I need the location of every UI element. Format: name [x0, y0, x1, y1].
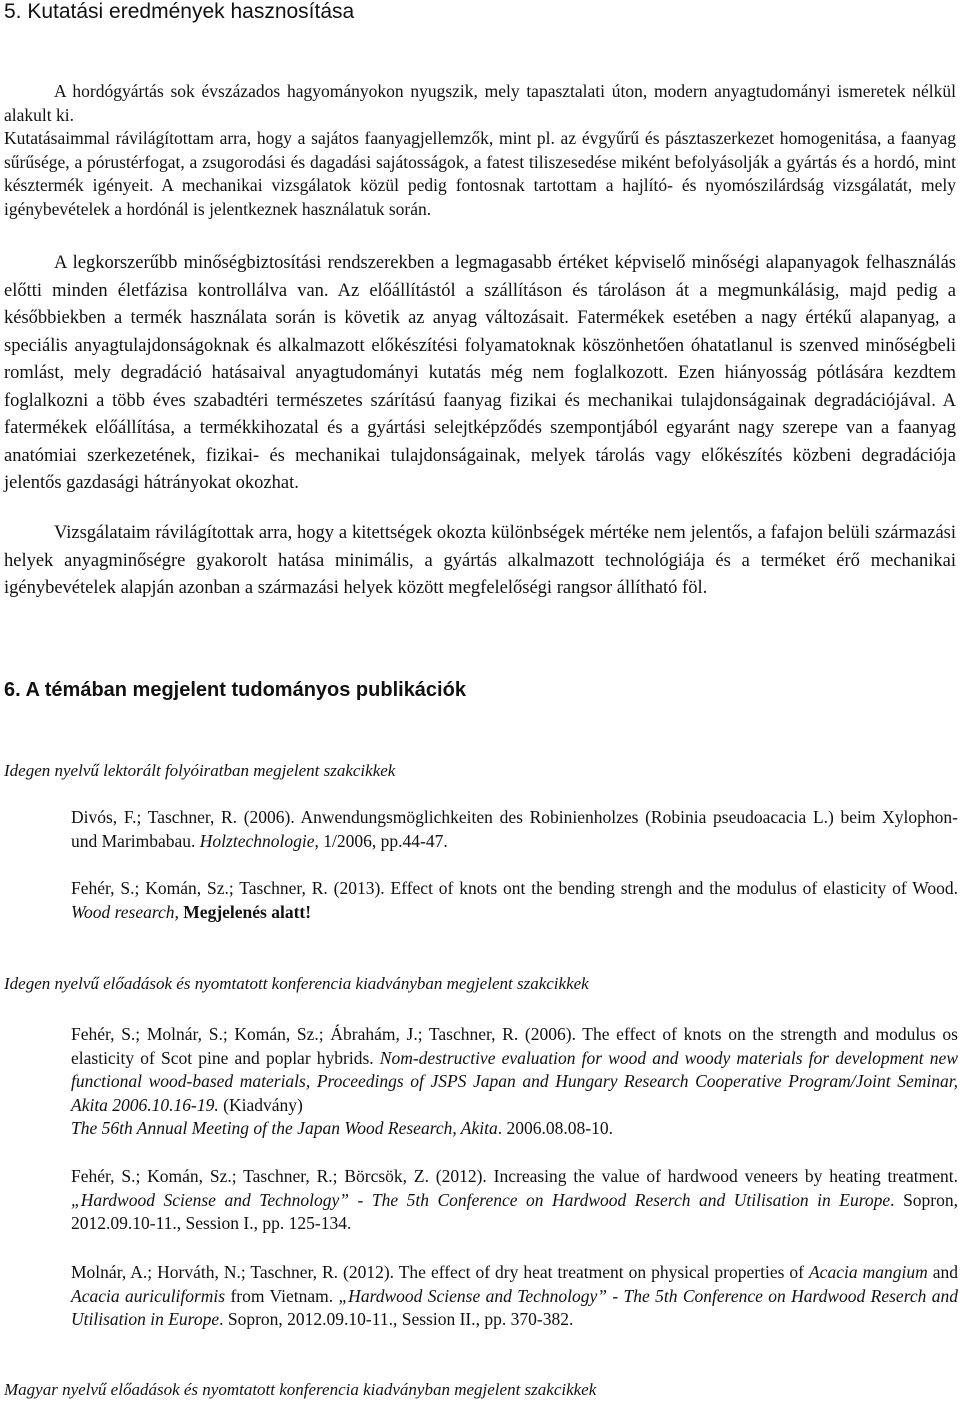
reference-5-species-1: Acacia mangium	[808, 1262, 928, 1282]
reference-5-and: and	[927, 1262, 958, 1282]
paragraph-intro	[4, 80, 956, 127]
reference-1-text: Divós, F.; Taschner, R. (2006). Anwendungsmöglichkeiten des Robinienholzes (Robinia pseudoacacia L.) beim Xylophon- und Marimbabau.	[71, 807, 958, 851]
reference-2-text: Fehér, S.; Komán, Sz.; Taschner, R. (2013). Effect of knots ont the bending strengh and the modulus of elasticity of Wood.	[71, 878, 958, 898]
reference-1-journal: Holztechnologie	[199, 830, 315, 851]
subheading-foreign-journals: Idegen nyelvű lektorált folyóiratban megjelent szakcikkek	[4, 761, 396, 780]
section-6-heading: 6. A témában megjelent tudományos publikációk	[4, 679, 466, 701]
reference-2	[71, 877, 958, 924]
reference-3-proceedings: Nom-destructive evaluation for wood and woody materials for development new functional wood-based materials, Proceedings of JSPS Japan and Hungary Research Cooperative Program/Joint Seminar, Akita 2006.10.16-19.	[71, 1047, 958, 1115]
paragraph-quality-text: A legkorszerűbb minőségbiztosítási rendszerekben a legmagasabb értéket képviselő minőségi alapanyagok felhasználás előtti minden életfázisa kontrollálva van. Az előállítástól a szállításon és tároláson át a megmunkálásig, majd pedig a későbbiekben a termék használata során is követik az anyag változásait. Fatermékek esetében a nagy értékű alapanyag, a speciális anyagtulajdonságoknak és alkalmazott előkészítési folyamatoknak köszönhetően óhatatlanul is szenved minőségbeli romlást, mely degradáció hatásaival anyagtudományi kutatás még nem foglalkozott. Ezen hiányosság pótlására kezdtem foglalkozni a több éves szabadtéri természetes szárítású faanyag fizikai és mechanikai tulajdonságainak degradációjával. A fatermékek előállítása, a termékkihozatal és a gyártási selejtképződés szempontjából egyaránt nagy szerepe van a faanyag anatómiai szerkezetének, fizikai- és mechanikai tulajdonságainak, melyek tárolás vagy előkészítés közbeni degradációja jelentős gazdasági hátrányokat okozhat.	[4, 253, 956, 493]
reference-4	[71, 1165, 958, 1236]
paragraph-intro-text: A hordógyártás sok évszázados hagyományokon nyugszik, mely tapasztalati úton, modern anyagtudományi ismeretek nélkül alakult ki.	[4, 81, 956, 125]
paragraph-quality	[4, 250, 956, 498]
reference-3	[71, 1023, 958, 1141]
reference-1-tail: , 1/2006, pp.44-47.	[314, 830, 448, 851]
reference-3-meeting-tail: . 2006.08.08-10.	[497, 1118, 613, 1138]
paragraph-conclusion	[4, 520, 956, 603]
reference-4-text: Fehér, S.; Komán, Sz.; Taschner, R.; Börcsök, Z. (2012). Increasing the value of hardwood veneers by heating treatment.	[71, 1166, 958, 1186]
reference-5-from: from Vietnam.	[225, 1285, 339, 1306]
reference-4-tail: . Sopron, 2012.09.10-11., Session I., pp. 125-134.	[71, 1189, 958, 1233]
reference-5-species-2: Acacia auriculiformis	[71, 1285, 226, 1306]
section-5-heading: 5. Kutatási eredmények hasznosítása	[4, 0, 355, 23]
reference-5-tail: . Sopron, 2012.09.10-11., Session II., pp. 370-382.	[219, 1309, 574, 1329]
subheading-foreign-conferences: Idegen nyelvű előadások és nyomtatott konferencia kiadványban megjelent szakcikkek	[4, 974, 589, 993]
reference-3-tail: (Kiadvány)	[218, 1094, 303, 1115]
reference-2-status: Megjelenés alatt!	[183, 901, 312, 922]
reference-1	[71, 806, 958, 853]
reference-5	[71, 1261, 958, 1332]
reference-4-conference: „Hardwood Sciense and Technology” - The 5th Conference on Hardwood Reserch and Utilisation in Europe	[71, 1189, 891, 1210]
paragraph-conclusion-text: Vizsgálataim rávilágítottak arra, hogy a kitettségek okozta különbségek mértéke nem jelentős, a fafajon belüli származási helyek anyagminőségre gyakorolt hatása minimális, a gyártás alkalmazott technológiája és a terméket érő mechanikai igénybevételek alapján azonban a származási helyek között megfelelőségi rangsor állítható föl.	[4, 523, 956, 598]
paragraph-findings-text: Kutatásaimmal rávilágítottam arra, hogy a sajátos faanyagjellemzők, mint pl. az évgyűrű és pásztaszerkezet homogenitása, a faanyag sűrűsége, a pórustérfogat, a zsugorodási és dagadási sajátosságok, a fatest tiliszesedése miként befolyásolják a gyártás és a hordó, mint késztermék igényeit. A mechanikai vizsgálatok közül pedig fontosnak tartottam a hajlító- és nyomószilárdság vizsgálatát, mely igénybevételek a hordónál is jelentkeznek használatuk során.	[4, 128, 956, 219]
subheading-hungarian-conferences: Magyar nyelvű előadások és nyomtatott konferencia kiadványban megjelent szakcikkek	[4, 1380, 597, 1399]
reference-3-meeting: The 56th Annual Meeting of the Japan Wood Research, Akita	[71, 1118, 498, 1138]
reference-5-text: Molnár, A.; Horváth, N.; Taschner, R. (2012). The effect of dry heat treatment on physical properties of	[71, 1262, 809, 1282]
reference-5-conference: „Hardwood Sciense and Technology” - The 5th Conference on Hardwood Reserch and Utilisation in Europe	[71, 1285, 958, 1329]
reference-3-text: Fehér, S.; Molnár, S.; Komán, Sz.; Ábrahám, J.; Taschner, R. (2006). The effect of knots on the strength and modulus os elasticity of Scot pine and poplar hybrids.	[71, 1024, 958, 1068]
reference-2-journal: Wood research,	[71, 901, 179, 922]
paragraph-findings	[4, 127, 956, 221]
